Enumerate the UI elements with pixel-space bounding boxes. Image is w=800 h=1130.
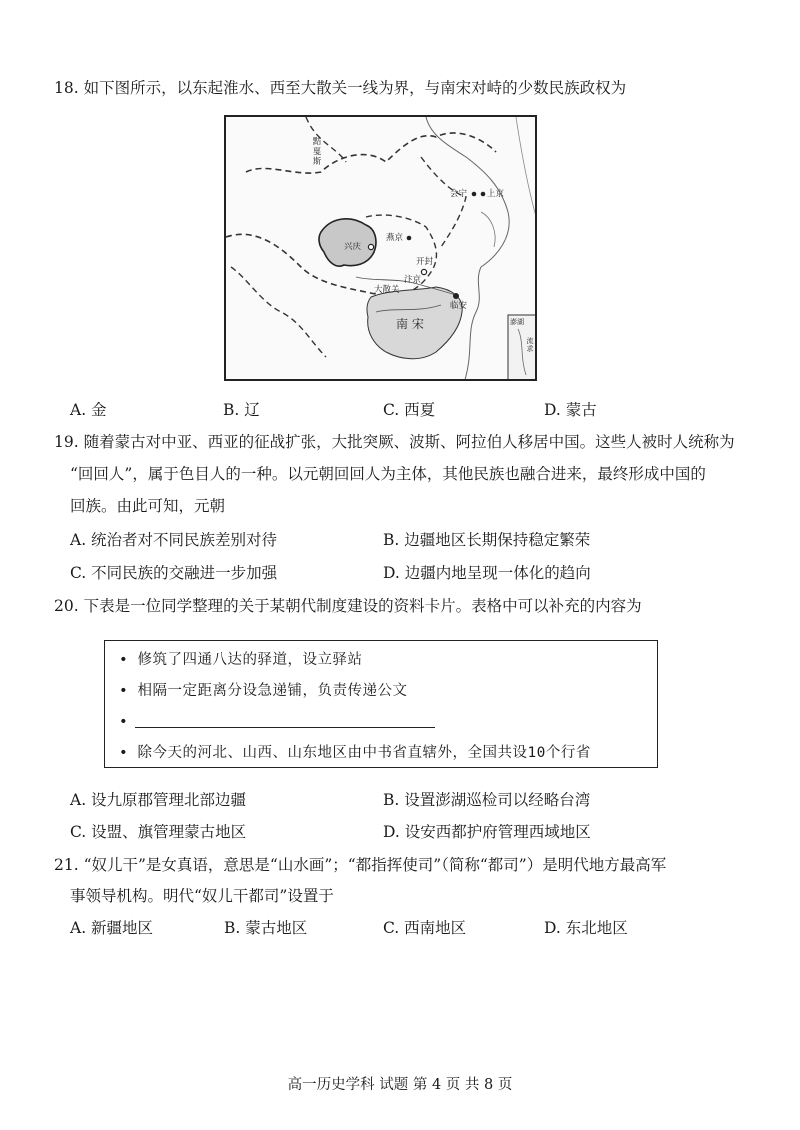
q21-option-c[interactable]: C. 西南地区 [383,919,467,937]
card-item-2: • 相隔一定距离分设急递铺，负责传递公文 [119,683,408,699]
page-footer: 高一历史学科 试题 第 4 页 共 8 页 [287,1077,513,1093]
q21-option-d[interactable]: D. 东北地区 [544,919,628,937]
map-label-inset-penghu: 澎湖 [510,318,524,326]
map-label-yanjing: 燕京 [386,233,404,243]
q18-stem: 18. 如下图所示，以东起淮水、西至大散关一线为界，与南宋对峙的少数民族政权为 [54,79,627,97]
map-label-huining: 会宁 [450,189,468,199]
q19-option-d[interactable]: D. 边疆内地呈现一体化的趋向 [383,564,591,582]
q19-stem-line1: 19. 随着蒙古对中亚、西亚的征战扩张，大批突厥、波斯、阿拉伯人移居中国。这些人被时人统称为 [54,433,735,451]
q18-option-a[interactable]: A. 金 [70,401,107,419]
q20-option-c[interactable]: C. 设盟、旗管理蒙古地区 [70,823,247,841]
card-item-3-blank: • [119,714,129,730]
map-label-xingqing: 兴庆 [344,242,362,252]
q18-option-c[interactable]: C. 西夏 [383,401,436,419]
q20-option-a[interactable]: A. 设九原郡管理北部边疆 [70,791,247,809]
map-drawing [226,117,537,381]
map-label-shangjing: 上京 [487,189,505,199]
map-label-nianjiasi: 黠戛斯 [312,137,322,167]
q19-option-c[interactable]: C. 不同民族的交融进一步加强 [70,564,278,582]
song-jin-map [224,115,537,381]
map-label-bianjing: 汴京 [404,275,422,285]
q19-stem-line3: 回族。由此可知，元朝 [70,497,226,515]
card-fill-blank [135,727,435,728]
card-item-1: • 修筑了四通八达的驿道，设立驿站 [119,652,363,668]
q21-stem-line2: 事领导机构。明代“奴儿干都司”设置于 [70,887,334,905]
q20-data-card [104,640,658,768]
map-label-kaifeng: 开封 [416,257,434,267]
map-label-linan: 临安 [450,301,468,311]
q21-stem-line1: 21. “奴儿干”是女真语，意思是“山水画”；“都指挥使司”（简称“都司”）是明代地方最高军 [54,856,667,874]
q18-option-b[interactable]: B. 辽 [223,401,260,419]
q21-option-b[interactable]: B. 蒙古地区 [224,919,308,937]
q19-stem-line2: “回回人”，属于色目人的一种。以元朝回回人为主体，其他民族也融合进来，最终形成中国的 [70,465,706,483]
card-item-4: • 除今天的河北、山西、山东地区由中书省直辖外，全国共设10个行省 [119,745,591,761]
map-label-nansong: 南 宋 [396,317,424,331]
q20-option-b[interactable]: B. 设置澎湖巡检司以经略台湾 [383,791,591,809]
q18-option-d[interactable]: D. 蒙古 [544,401,597,419]
q20-stem: 20. 下表是一位同学整理的关于某朝代制度建设的资料卡片。表格中可以补充的内容为 [54,597,642,615]
q19-option-a[interactable]: A. 统治者对不同民族差别对待 [70,531,278,549]
map-label-dasanguan: 大散关 [374,285,400,295]
q20-option-d[interactable]: D. 设安西都护府管理西域地区 [383,823,591,841]
map-label-inset-liuqiu: 流求 [526,337,534,353]
q19-option-b[interactable]: B. 边疆地区长期保持稳定繁荣 [383,531,591,549]
q21-option-a[interactable]: A. 新疆地区 [70,919,154,937]
